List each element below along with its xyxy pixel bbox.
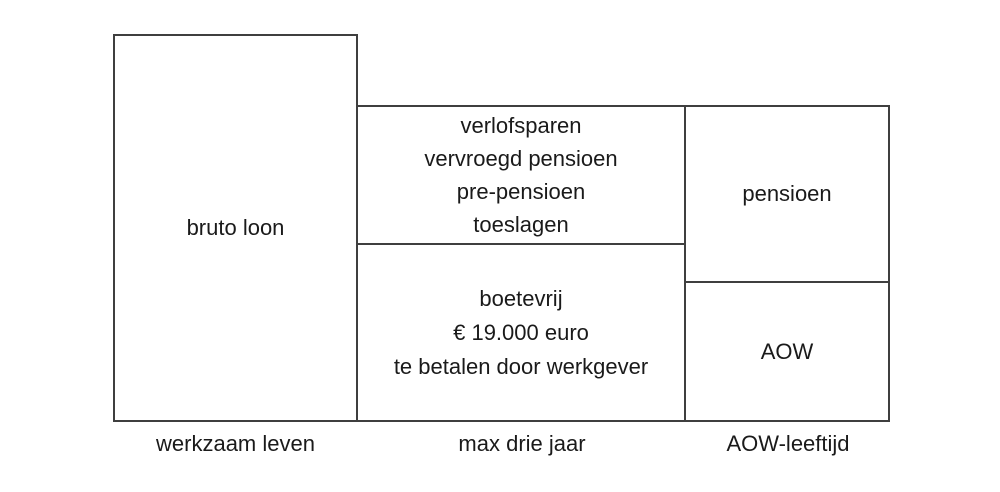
box-boetevrij [358,245,686,422]
box-pensioen [686,105,890,283]
aow-label: AOW [760,338,814,364]
phase-label-aow-leeftijd: AOW-leeftijd [726,431,850,456]
verlofsparen-line: verlofsparen [460,113,582,138]
phase-label-werkzaam-leven: werkzaam leven [156,431,315,456]
box-verlofsparen-opties [358,105,686,245]
toeslagen-line: toeslagen [473,212,569,237]
bruto-loon-label: bruto loon [186,215,285,240]
pre-pensioen-line: pre-pensioen [456,179,586,204]
boete-betaler-line: te betalen door werkgever [393,353,649,379]
boete-bedrag-line: € 19.000 euro [453,319,589,345]
vervroegd-pensioen-line: vervroegd pensioen [424,146,618,171]
box-aow [686,283,890,422]
boetevrij-line: boetevrij [479,285,563,311]
box-bruto-loon [113,34,358,422]
phase-label-max-drie-jaar: max drie jaar [458,431,586,456]
pensioen-label: pensioen [742,181,832,206]
